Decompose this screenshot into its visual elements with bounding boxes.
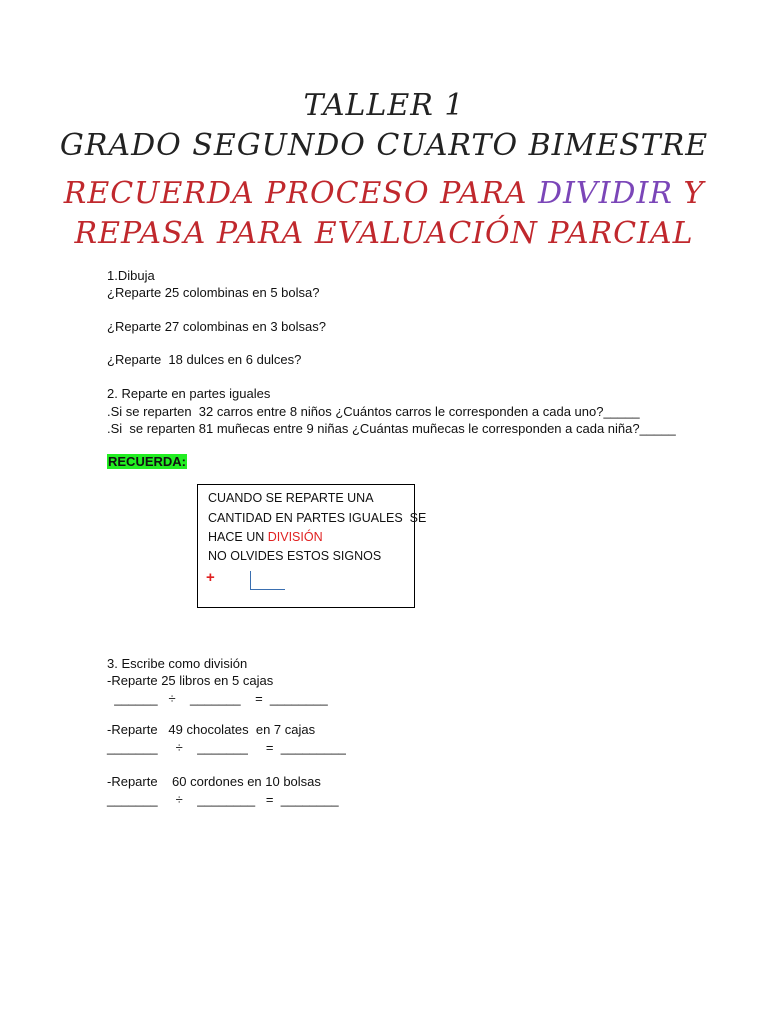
reminder-line: CUANDO SE REPARTE UNA bbox=[208, 491, 374, 505]
reminder-line-text: HACE UN bbox=[208, 530, 268, 544]
section2-item: .Si se reparten 81 muñecas entre 9 niñas ¿Cuántas muñecas le corresponden a cada niña?_____ bbox=[107, 421, 676, 436]
section3-prompt: -Reparte 25 libros en 5 cajas bbox=[107, 673, 274, 688]
reminder-line: CANTIDAD EN PARTES IGUALES SE bbox=[208, 511, 427, 525]
section3-prompt: -Reparte 49 chocolates en 7 cajas bbox=[107, 722, 316, 737]
section1-heading: 1.Dibuja bbox=[107, 268, 155, 283]
section3-blanks: _______ ÷ _______ = _________ bbox=[107, 740, 346, 755]
title-dividir-word: DIVIDIR bbox=[538, 176, 673, 211]
title-reminder-line2: REPASA PARA EVALUACIÓN PARCIAL bbox=[74, 216, 694, 251]
section3-heading: 3. Escribe como división bbox=[107, 656, 248, 671]
section1-item: ¿Reparte 18 dulces en 6 dulces? bbox=[107, 352, 302, 367]
title-reminder-text-c: Y bbox=[672, 176, 705, 211]
reminder-line: NO OLVIDES ESTOS SIGNOS bbox=[208, 549, 382, 563]
section3-blanks: _______ ÷ ________ = ________ bbox=[107, 792, 339, 807]
section3-prompt: -Reparte 60 cordones en 10 bolsas bbox=[107, 774, 321, 789]
section2-item: .Si se reparten 32 carros entre 8 niños ¿Cuántos carros le corresponden a cada uno?_____ bbox=[107, 404, 640, 419]
division-word: DIVISIÓN bbox=[267, 530, 323, 544]
section2-heading: 2. Reparte en partes iguales bbox=[107, 386, 271, 401]
plus-sign-icon: + bbox=[206, 569, 215, 586]
title-grade: GRADO SEGUNDO CUARTO BIMESTRE bbox=[59, 128, 709, 163]
section1-item: ¿Reparte 27 colombinas en 3 bolsas? bbox=[107, 319, 326, 334]
title-reminder-text-a: RECUERDA PROCESO PARA bbox=[63, 176, 538, 211]
division-bracket-icon bbox=[250, 571, 285, 590]
reminder-box bbox=[197, 484, 427, 608]
section1-item: ¿Reparte 25 colombinas en 5 bolsa? bbox=[107, 285, 320, 300]
reminder-label bbox=[107, 454, 187, 470]
reminder-line bbox=[208, 529, 323, 545]
reminder-label-highlight: RECUERDA: bbox=[108, 454, 186, 469]
title-taller: TALLER 1 bbox=[303, 88, 465, 123]
section3-blanks: ______ ÷ _______ = ________ bbox=[107, 691, 328, 706]
title-reminder-line1 bbox=[0, 176, 768, 211]
